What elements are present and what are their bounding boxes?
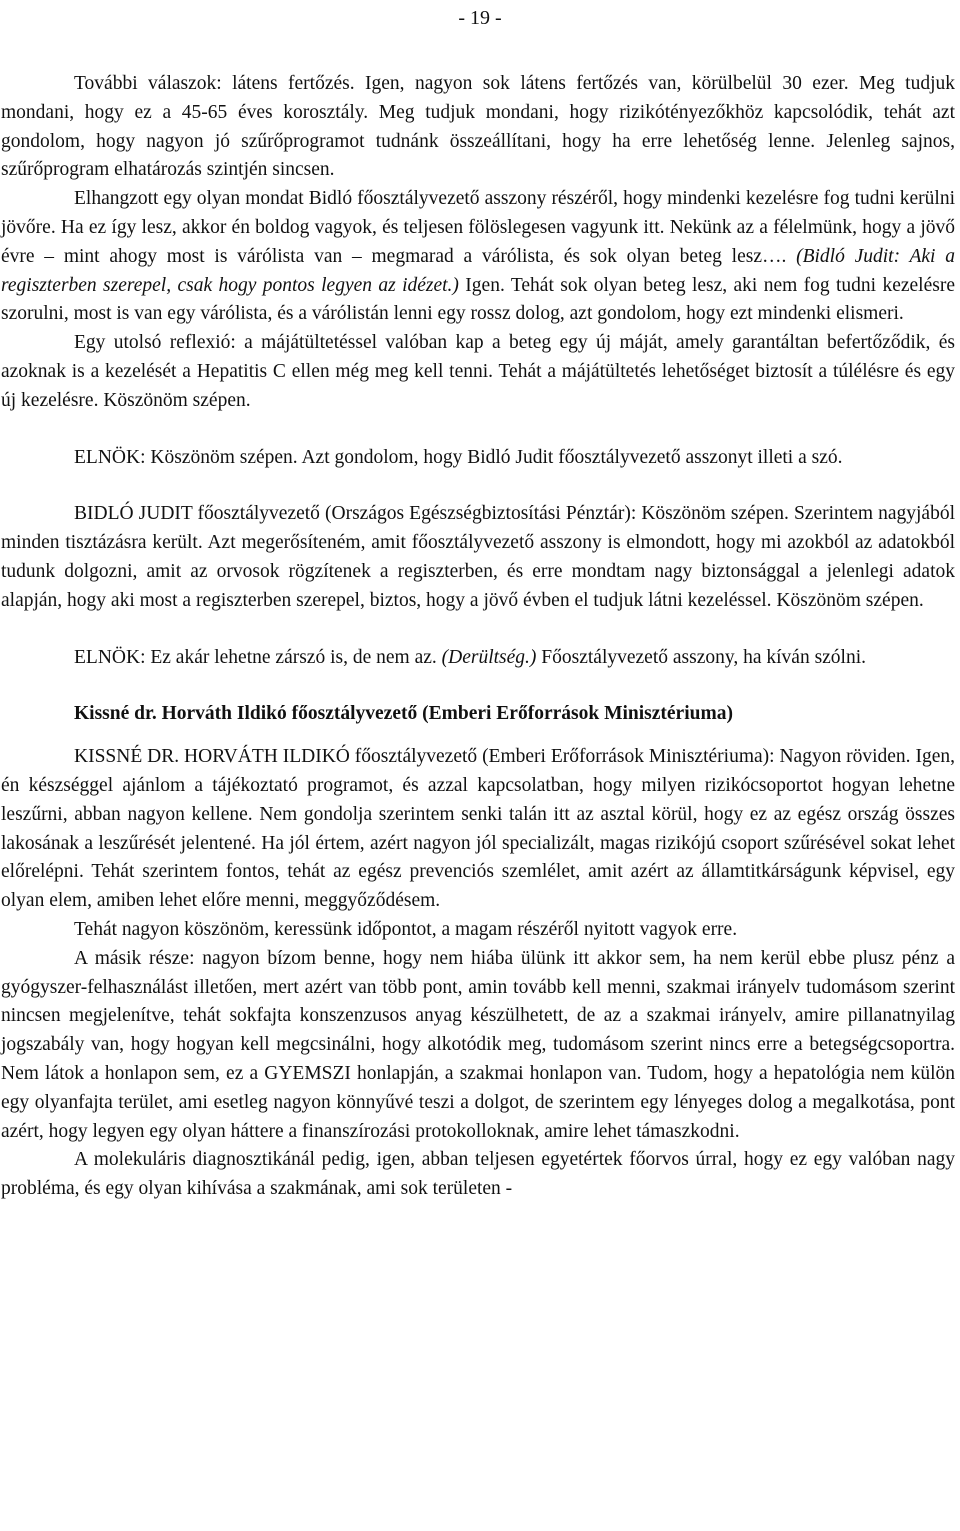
paragraph-guidelines: A másik része: nagyon bízom benne, hogy nem hiába ülünk itt akkor sem, ha nem kerül ebbe plusz pénz a gyógyszer-felhasználást illetően, mert azért van több pont, amin tovább kell menni, szakmai irányelv tudomásom szerint nincsen megjelenítve, tehát sokfajta konszenzusos anyag készülhetett, de az a szakmai irányelv, amire pillanatnyilag jogszabály van, hogy hogyan kell megcsinálni, hogy alkotódik meg, tudomásom szerint nincs erre a betegségcsoportra. Nem látok a honlapon sem, ez a GYEMSZI honlapján, a szakmai honlapon van. Tudom, hogy a hepatológia nem külön egy olyanfajta terület, ami esetleg nagyon könnyűvé teszi a dolgot, de szerintem egy lényeges dolog a megalkotása, pont azért, hogy legyen egy olyan háttere a finanszírozási protokolloknak, amire lehet támaszkodni. bbox=[1, 947, 955, 1142]
paragraph-molecular-diagnostics: A molekuláris diagnosztikánál pedig, igen, abban teljesen egyetértek főorvos úrral, hogy ez egy valóban nagy probléma, és egy olyan kihívása a szakmának, ami sok területen - bbox=[1, 1149, 955, 1200]
speaker-heading: Kissné dr. Horváth Ildikó főosztályvezető (Emberi Erőforrások Minisztériuma) bbox=[74, 703, 733, 725]
paragraph-bidlo-judit: BIDLÓ JUDIT főosztályvezető (Országos Egészségbiztosítási Pénztár): Köszönöm szépen. Szerintem nagyjából minden tisztázásra került. Azt megerősíteném, amit főosztályvezető asszony is elmondott, hogy mi azokból az adatokból tudunk dolgozni, amit az orvosok rögzítenek a regiszterben, és erre mondtam nagy biztonsággal a jelenlegi adatok alapján, hogy aki most a regiszterben szerepel, biztos, hogy a jövő évben el tudjuk látni kezeléssel. Köszönöm szépen. bbox=[1, 503, 955, 611]
paragraph-text: Főosztályvezető asszony, ha kíván szólni. bbox=[536, 646, 867, 668]
paragraph-text: Elhangzott egy olyan mondat Bidló főosztályvezető asszony részéről, hogy mindenki kezelésre fog tudni kerülni jövőre. Ha ez így lesz, akkor én boldog vagyok, és teljesen fölöslegesen vagyunk itt. Nekünk az a félelmünk, hogy a jövő évre – mint ahogy most is várólista van – megmarad a várólista, és sok olyan beteg lesz…. bbox=[1, 188, 955, 267]
paragraph-liver-transplant: Egy utolsó reflexió: a májátültetéssel valóban kap a beteg egy új máját, amely garantáltan befertőződik, és azoknak is a kezelését a Hepatitis C ellen még meg kell tenni. Tehát a májátültetés lehetőséget biztosít a túlélésre és egy új kezelésre. Köszönöm szépen. bbox=[1, 332, 955, 411]
page-number: - 19 - bbox=[458, 7, 502, 29]
interjection: (Bidló Judit: Aki a regiszterben szerepel, csak hogy pontos legyen az idézet.) bbox=[1, 245, 955, 296]
paragraph-chair-closing bbox=[1, 644, 955, 673]
paragraph-waiting-list bbox=[1, 185, 955, 329]
paragraph-chair-remark: ELNÖK: Köszönöm szépen. Azt gondolom, hogy Bidló Judit főosztályvezető asszonyt illeti a szó. bbox=[74, 446, 843, 468]
paragraph-kissne-horvath: KISSNÉ DR. HORVÁTH ILDIKÓ főosztályvezető (Emberi Erőforrások Minisztériuma): Nagyon röviden. Igen, én készséggel ajánlom a tájékoztató programot, és azzal kapcsolatban, hogy milyen rizikócsoportot hogyan lehetne leszűrni, abban nagyon kellene. Nem gondolja szerintem senki talán itt az asztal körül, hogy ez az egész ország összes lakosának a leszűrését jelentené. Ha jól értem, azért nagyon jól specializált, magas rizikójú csoport szűrésével sokat lehet előrelépni. Tehát szerintem fontos, tehát az egész prevenciós szemlélet, amit azért az államtitkárságunk képvisel, egy olyan elem, amiben lehet előre menni, meggyőződésem. bbox=[1, 746, 955, 912]
paragraph-latent-infection: További válaszok: látens fertőzés. Igen, nagyon sok látens fertőzés van, körülbelül 30 ezer. Meg tudjuk mondani, hogy ez a 45-65 éves korosztály. Meg tudjuk mondani, hogy rizikótényezőkhöz kapcsolódik, tehát azt gondolom, hogy nagyon jó szűrőprogramot tudnánk összeállítani, hogy ha erre lehetőség lenne. Jelenleg sajnos, szűrőprogram elhatározás szintjén sincsen. bbox=[1, 73, 955, 181]
paragraph-text: ELNÖK: Ez akár lehetne zárszó is, de nem az. bbox=[74, 646, 442, 668]
document-body bbox=[1, 70, 955, 1204]
paragraph-text: Igen. Tehát sok olyan beteg lesz, aki nem fog tudni kezelésre szorulni, most is van egy várólista, és a várólistán lenni egy rossz dolog, azt gondolom, hogy ezt mindenki elismeri. bbox=[1, 274, 955, 325]
paragraph-thanks: Tehát nagyon köszönöm, keressünk időpontot, a magam részéről nyitott vagyok erre. bbox=[74, 918, 738, 940]
interjection: (Derültség.) bbox=[441, 646, 537, 668]
